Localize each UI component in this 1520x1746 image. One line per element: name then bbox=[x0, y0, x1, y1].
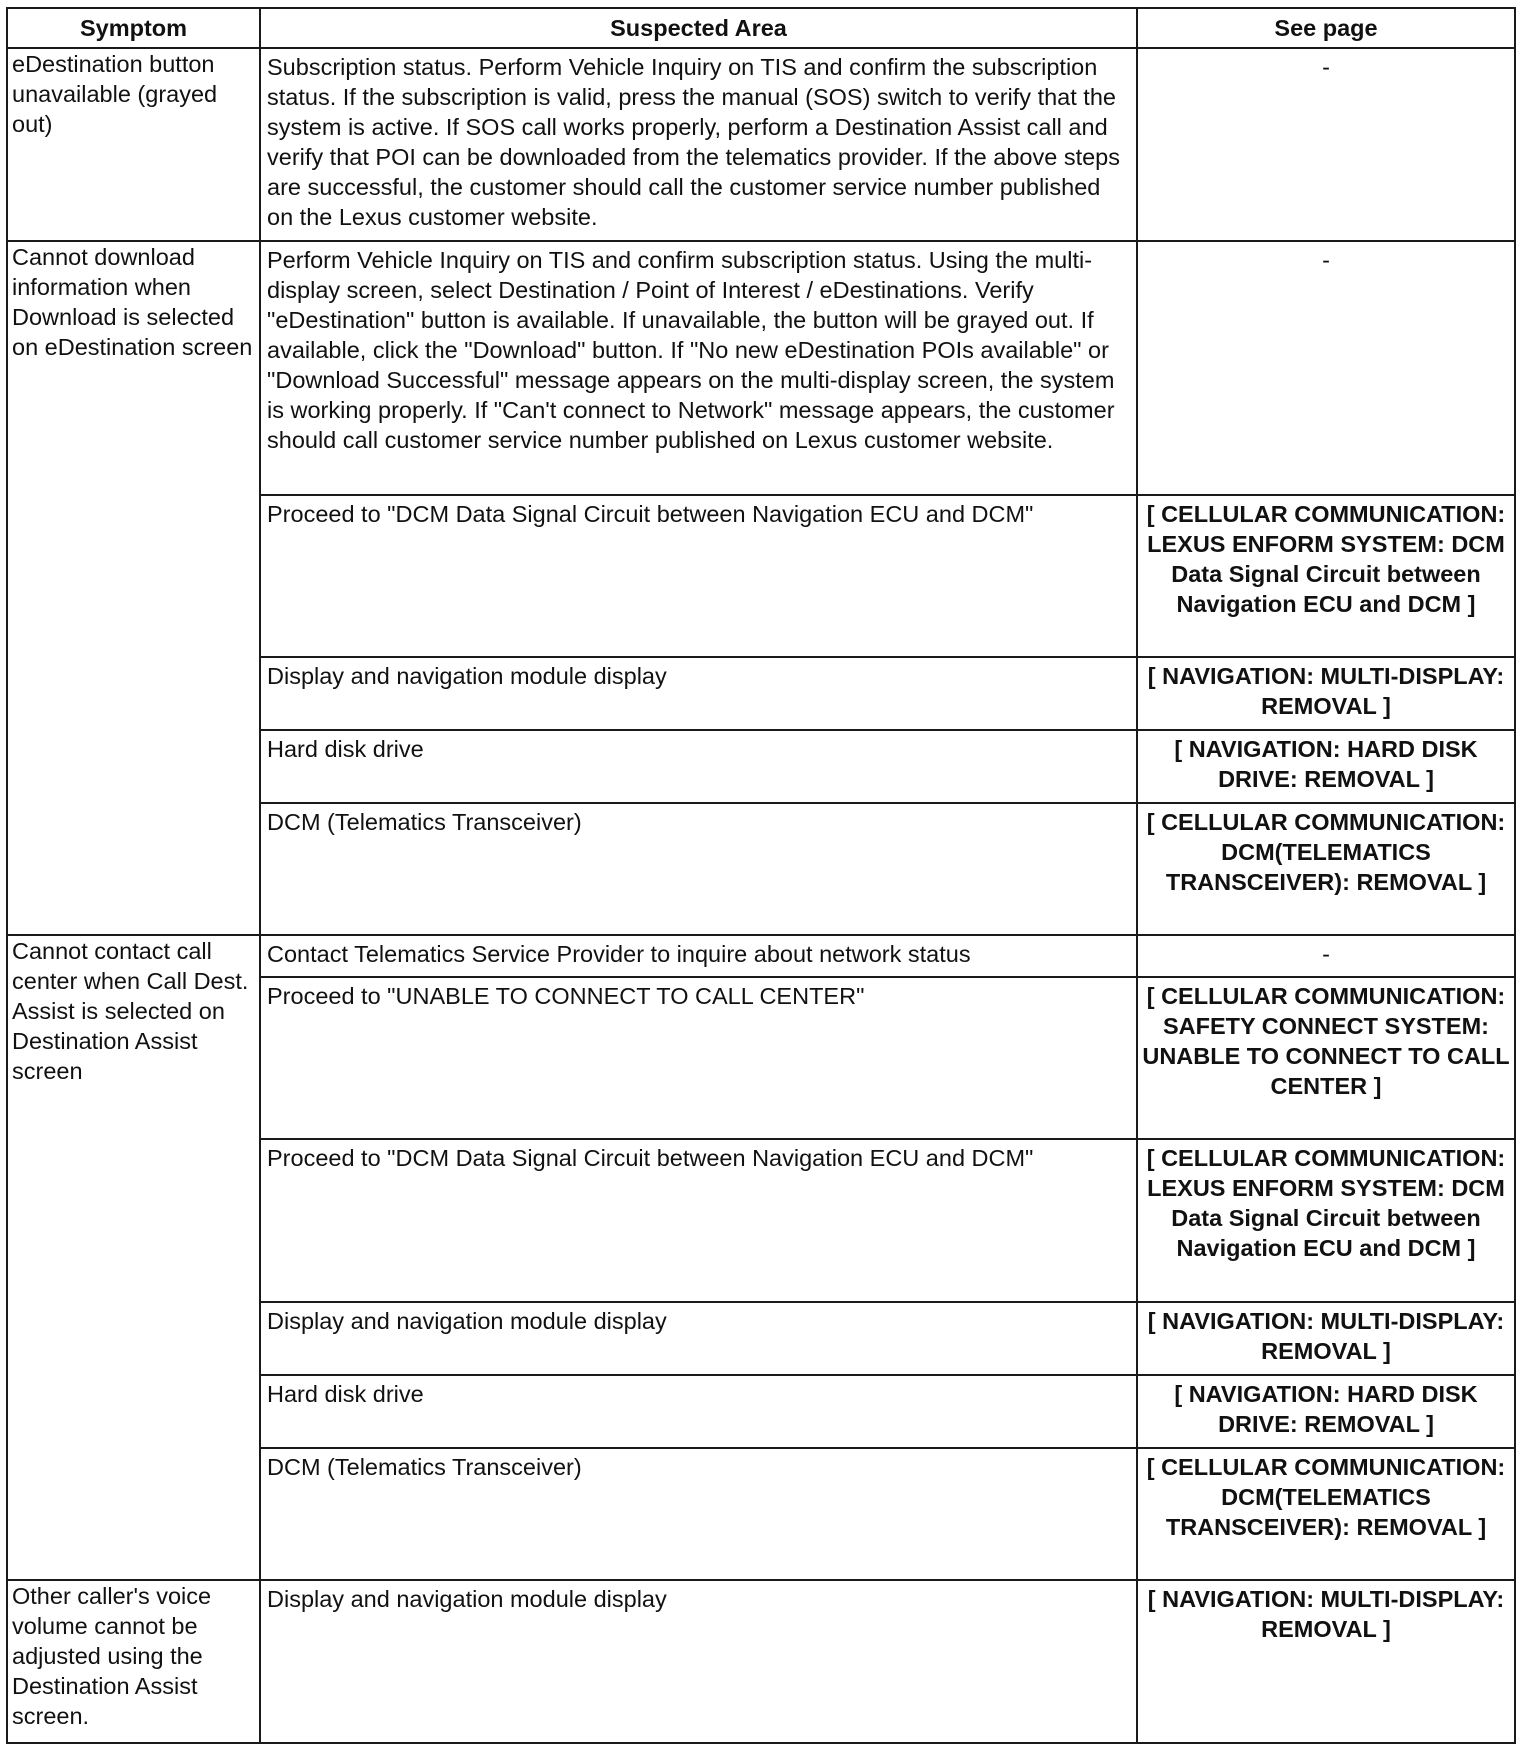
see-page-link[interactable]: [ NAVIGATION: MULTI-DISPLAY: REMOVAL ] bbox=[1137, 1580, 1515, 1743]
header-symptom: Symptom bbox=[7, 8, 260, 48]
symptom-cell: Other caller's voice volume cannot be adjusted using the Destination Assist screen. bbox=[7, 1580, 260, 1743]
suspected-area-cell: Perform Vehicle Inquiry on TIS and confirm subscription status. Using the multi-display screen, select Destination / Point of Interest / eDestinations. Verify "eDestination" button is available. If unavailable, the button will be grayed out. If available, click the "Download" button. If "No new eDestination POIs available" or "Download Successful" message appears on the multi-display screen, the system is working properly. If "Can't connect to Network" message appears, the customer should call customer service number published on Lexus customer website. bbox=[260, 241, 1137, 495]
table-row bbox=[7, 48, 1515, 241]
symptom-cell: eDestination button unavailable (grayed out) bbox=[7, 48, 260, 241]
see-page-link[interactable]: [ CELLULAR COMMUNICATION: DCM(TELEMATICS TRANSCEIVER): REMOVAL ] bbox=[1137, 803, 1515, 935]
suspected-area-cell: Proceed to "DCM Data Signal Circuit between Navigation ECU and DCM" bbox=[260, 1139, 1137, 1302]
header-suspected-area: Suspected Area bbox=[260, 8, 1137, 48]
suspected-area-cell: Contact Telematics Service Provider to inquire about network status bbox=[260, 935, 1137, 977]
suspected-area-cell: Proceed to "UNABLE TO CONNECT TO CALL CENTER" bbox=[260, 977, 1137, 1139]
troubleshooting-table bbox=[6, 7, 1516, 1744]
table-row bbox=[7, 935, 1515, 977]
see-page-link[interactable]: [ CELLULAR COMMUNICATION: SAFETY CONNECT SYSTEM: UNABLE TO CONNECT TO CALL CENTER ] bbox=[1137, 977, 1515, 1139]
header-see-page: See page bbox=[1137, 8, 1515, 48]
table-row bbox=[7, 1580, 1515, 1743]
suspected-area-cell: Hard disk drive bbox=[260, 1375, 1137, 1448]
see-page-link[interactable]: [ CELLULAR COMMUNICATION: DCM(TELEMATICS TRANSCEIVER): REMOVAL ] bbox=[1137, 1448, 1515, 1580]
suspected-area-cell: Display and navigation module display bbox=[260, 1580, 1137, 1743]
see-page-link[interactable]: [ CELLULAR COMMUNICATION: LEXUS ENFORM SYSTEM: DCM Data Signal Circuit between Navigation ECU and DCM ] bbox=[1137, 495, 1515, 657]
table-row bbox=[7, 241, 1515, 495]
see-page-link[interactable]: [ NAVIGATION: HARD DISK DRIVE: REMOVAL ] bbox=[1137, 1375, 1515, 1448]
see-page-link[interactable]: [ CELLULAR COMMUNICATION: LEXUS ENFORM SYSTEM: DCM Data Signal Circuit between Navigation ECU and DCM ] bbox=[1137, 1139, 1515, 1302]
suspected-area-cell: Proceed to "DCM Data Signal Circuit between Navigation ECU and DCM" bbox=[260, 495, 1137, 657]
suspected-area-cell: Display and navigation module display bbox=[260, 1302, 1137, 1375]
see-page-link[interactable]: [ NAVIGATION: HARD DISK DRIVE: REMOVAL ] bbox=[1137, 730, 1515, 803]
header-row bbox=[7, 8, 1515, 48]
suspected-area-cell: Subscription status. Perform Vehicle Inquiry on TIS and confirm the subscription status. If the subscription is valid, press the manual (SOS) switch to verify that the system is active. If SOS call works properly, perform a Destination Assist call and verify that POI can be downloaded from the telematics provider. If the above steps are successful, the customer should call the customer service number published on the Lexus customer website. bbox=[260, 48, 1137, 241]
suspected-area-cell: Display and navigation module display bbox=[260, 657, 1137, 730]
suspected-area-cell: Hard disk drive bbox=[260, 730, 1137, 803]
see-page-cell: - bbox=[1137, 241, 1515, 495]
symptom-cell: Cannot download information when Download is selected on eDestination screen bbox=[7, 241, 260, 935]
see-page-cell: - bbox=[1137, 935, 1515, 977]
see-page-link[interactable]: [ NAVIGATION: MULTI-DISPLAY: REMOVAL ] bbox=[1137, 657, 1515, 730]
suspected-area-cell: DCM (Telematics Transceiver) bbox=[260, 803, 1137, 935]
see-page-cell: - bbox=[1137, 48, 1515, 241]
symptom-cell: Cannot contact call center when Call Dest. Assist is selected on Destination Assist screen bbox=[7, 935, 260, 1580]
suspected-area-cell: DCM (Telematics Transceiver) bbox=[260, 1448, 1137, 1580]
see-page-link[interactable]: [ NAVIGATION: MULTI-DISPLAY: REMOVAL ] bbox=[1137, 1302, 1515, 1375]
